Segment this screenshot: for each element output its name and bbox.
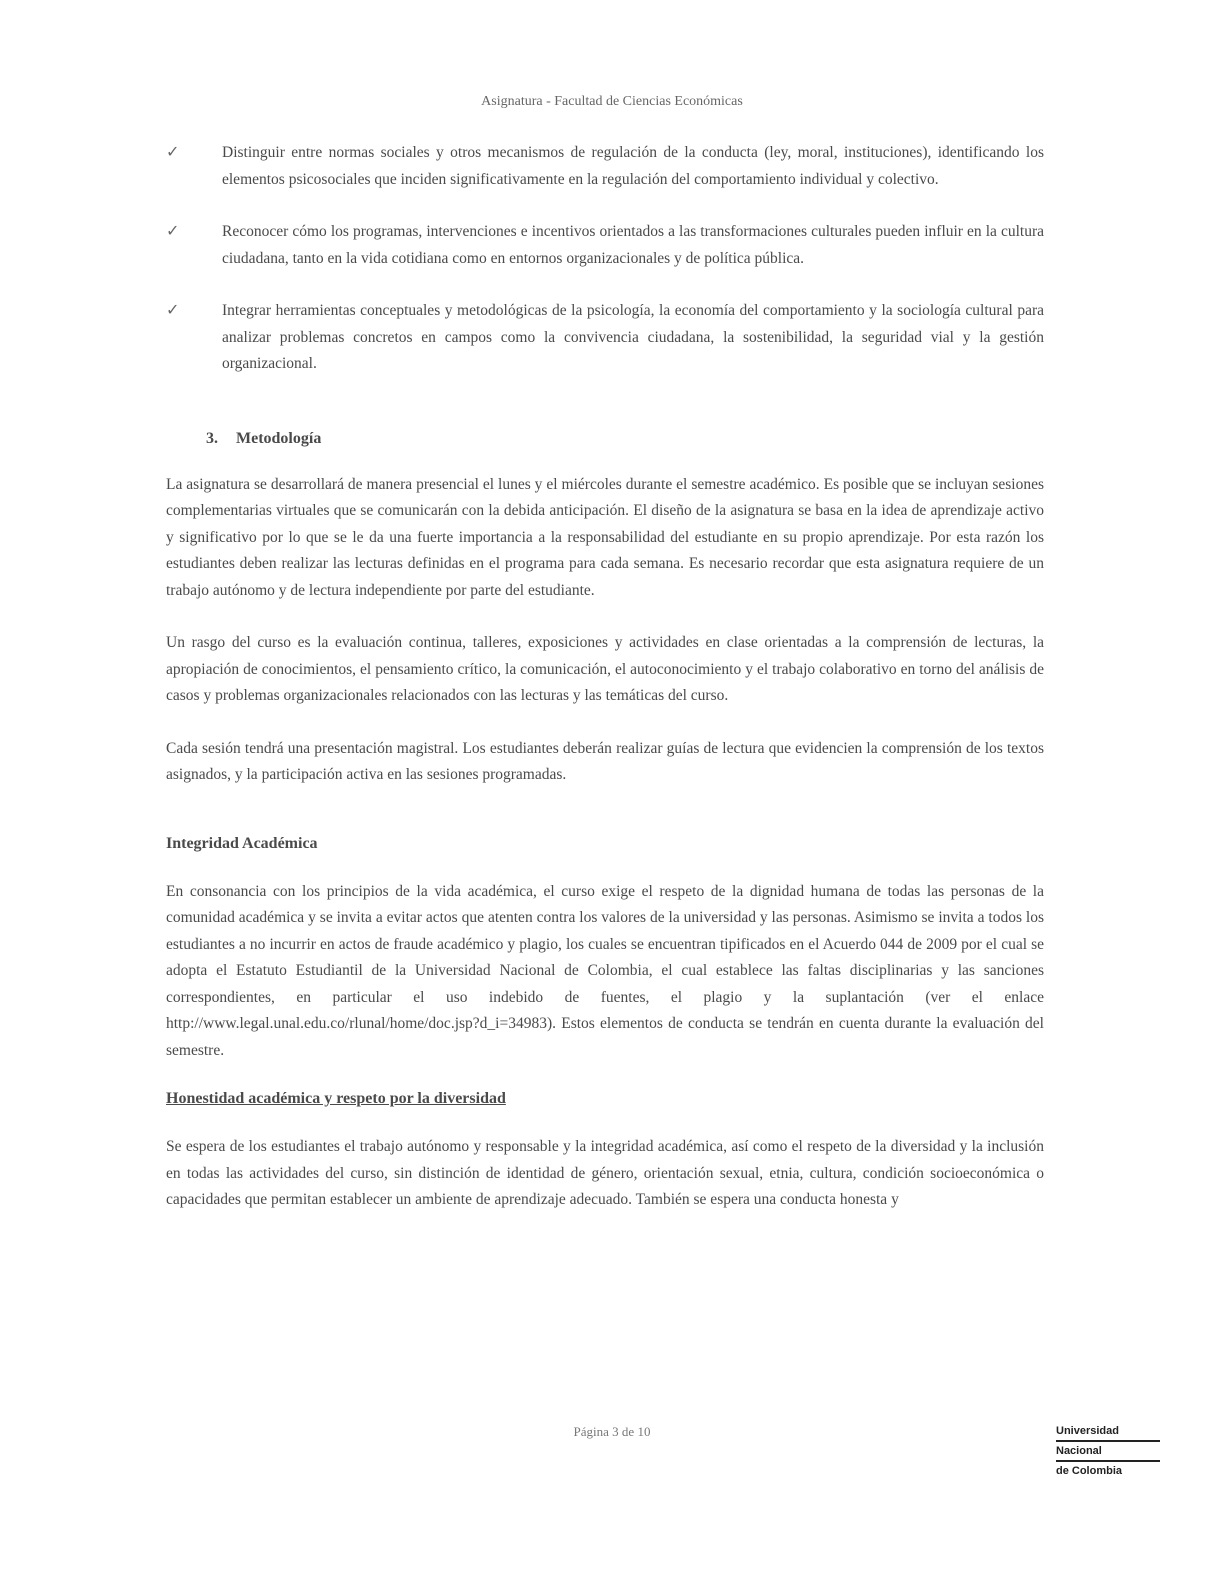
logo-line: Nacional bbox=[1056, 1445, 1102, 1457]
section-heading bbox=[206, 430, 1044, 448]
responsibility-heading: Honestidad académica y respeto por la diversidad bbox=[166, 1090, 506, 1107]
objective-text: Integrar herramientas conceptuales y metodológicas de la psicología, la economía del comportamiento y la sociología cultural para analizar problemas concretos en campos como la convivencia ciudadana, la sostenibilidad, la seguridad vial y la gestión organizacional. bbox=[222, 302, 1044, 372]
objective-bullet bbox=[166, 219, 1044, 272]
section-title: Metodología bbox=[236, 429, 322, 447]
running-header: Asignatura - Facultad de Ciencias Económicas bbox=[481, 94, 743, 109]
logo-divider bbox=[1056, 1440, 1160, 1442]
responsibility-paragraph: Se espera de los estudiantes el trabajo autónomo y responsable y la integridad académica, así como el respeto de la diversidad y la inclusión en todas las actividades del curso, sin distinción de identidad de género, orientación sexual, etnia, cultura, condición socioeconómica o capacidades que permitan establecer un ambiente de aprendizaje adecuado. También se espera una conducta honesta y bbox=[166, 1138, 1044, 1208]
methodology-paragraph: Cada sesión tendrá una presentación magistral. Los estudiantes deberán realizar guías de lectura que evidencien la comprensión de los textos asignados, y la participación activa en las sesiones programadas. bbox=[166, 739, 1044, 783]
logo-divider bbox=[1056, 1460, 1160, 1462]
integrity-heading: Integridad Académica bbox=[166, 834, 318, 852]
objective-bullet bbox=[166, 298, 1044, 378]
integrity-paragraph: En consonancia con los principios de la vida académica, el curso exige el respeto de la dignidad humana de todas las personas de la comunidad académica y se invita a evitar actos que atenten contra los valores de la universidad y las personas. Asimismo se invita a todos los estudiantes a no incurrir en actos de fraude académico y plagio, los cuales se encuentran tipificados en el Acuerdo 044 de 2009 por el cual se adopta el Estatuto Estudiantil de la Universidad Nacional de Colombia, el cual establece las faltas disciplinarias y las sanciones correspondientes, en particular el uso indebido de fuentes, el plagio y la suplantación (ver el enlace http://www.legal.unal.edu.co/rlunal/home/doc.jsp?d_i=34983). Estos elementos de conducta se tendrán en cuenta durante la evaluación del semestre. bbox=[166, 882, 1044, 1059]
section-number: 3. bbox=[206, 429, 218, 447]
check-icon: ✓ bbox=[166, 144, 180, 161]
methodology-paragraph: Un rasgo del curso es la evaluación continua, talleres, exposiciones y actividades en clase orientadas a la comprensión de lecturas, la apropiación de conocimientos, el pensamiento crítico, la comunicación, el autoconocimiento y el trabajo colaborativo en torno del análisis de casos y problemas organizacionales relacionados con las lecturas y las temáticas del curso. bbox=[166, 634, 1044, 704]
check-icon: ✓ bbox=[166, 223, 180, 240]
logo-line: de Colombia bbox=[1056, 1465, 1123, 1477]
university-logo bbox=[1056, 1424, 1160, 1478]
methodology-paragraph: La asignatura se desarrollará de manera presencial el lunes y el miércoles durante el semestre académico. Es posible que se incluyan sesiones complementarias virtuales que se comunicarán con la debida anticipación. El diseño de la asignatura se basa en la idea de aprendizaje activo y significativo por lo que se le da una fuerte importancia a la responsabilidad del estudiante en su propio aprendizaje. Por esta razón los estudiantes deben realizar las lecturas definidas en el programa para cada semana. Es necesario recordar que esta asignatura requiere de un trabajo autónomo y de lectura independiente por parte del estudiante. bbox=[166, 475, 1044, 599]
page-number: Página 3 de 10 bbox=[573, 1424, 651, 1439]
objective-text: Reconocer cómo los programas, intervenciones e incentivos orientados a las transformaciones culturales pueden influir en la cultura ciudadana, tanto en la vida cotidiana como en entornos organizacionales y de política pública. bbox=[222, 223, 1044, 267]
objective-bullet bbox=[166, 140, 1044, 193]
logo-line: Universidad bbox=[1056, 1425, 1119, 1437]
check-icon: ✓ bbox=[166, 302, 180, 319]
objective-text: Distinguir entre normas sociales y otros mecanismos de regulación de la conducta (ley, moral, instituciones), identificando los elementos psicosociales que inciden significativamente en la regulación del comportamiento individual y colectivo. bbox=[222, 144, 1044, 188]
document-body bbox=[166, 140, 1044, 1240]
